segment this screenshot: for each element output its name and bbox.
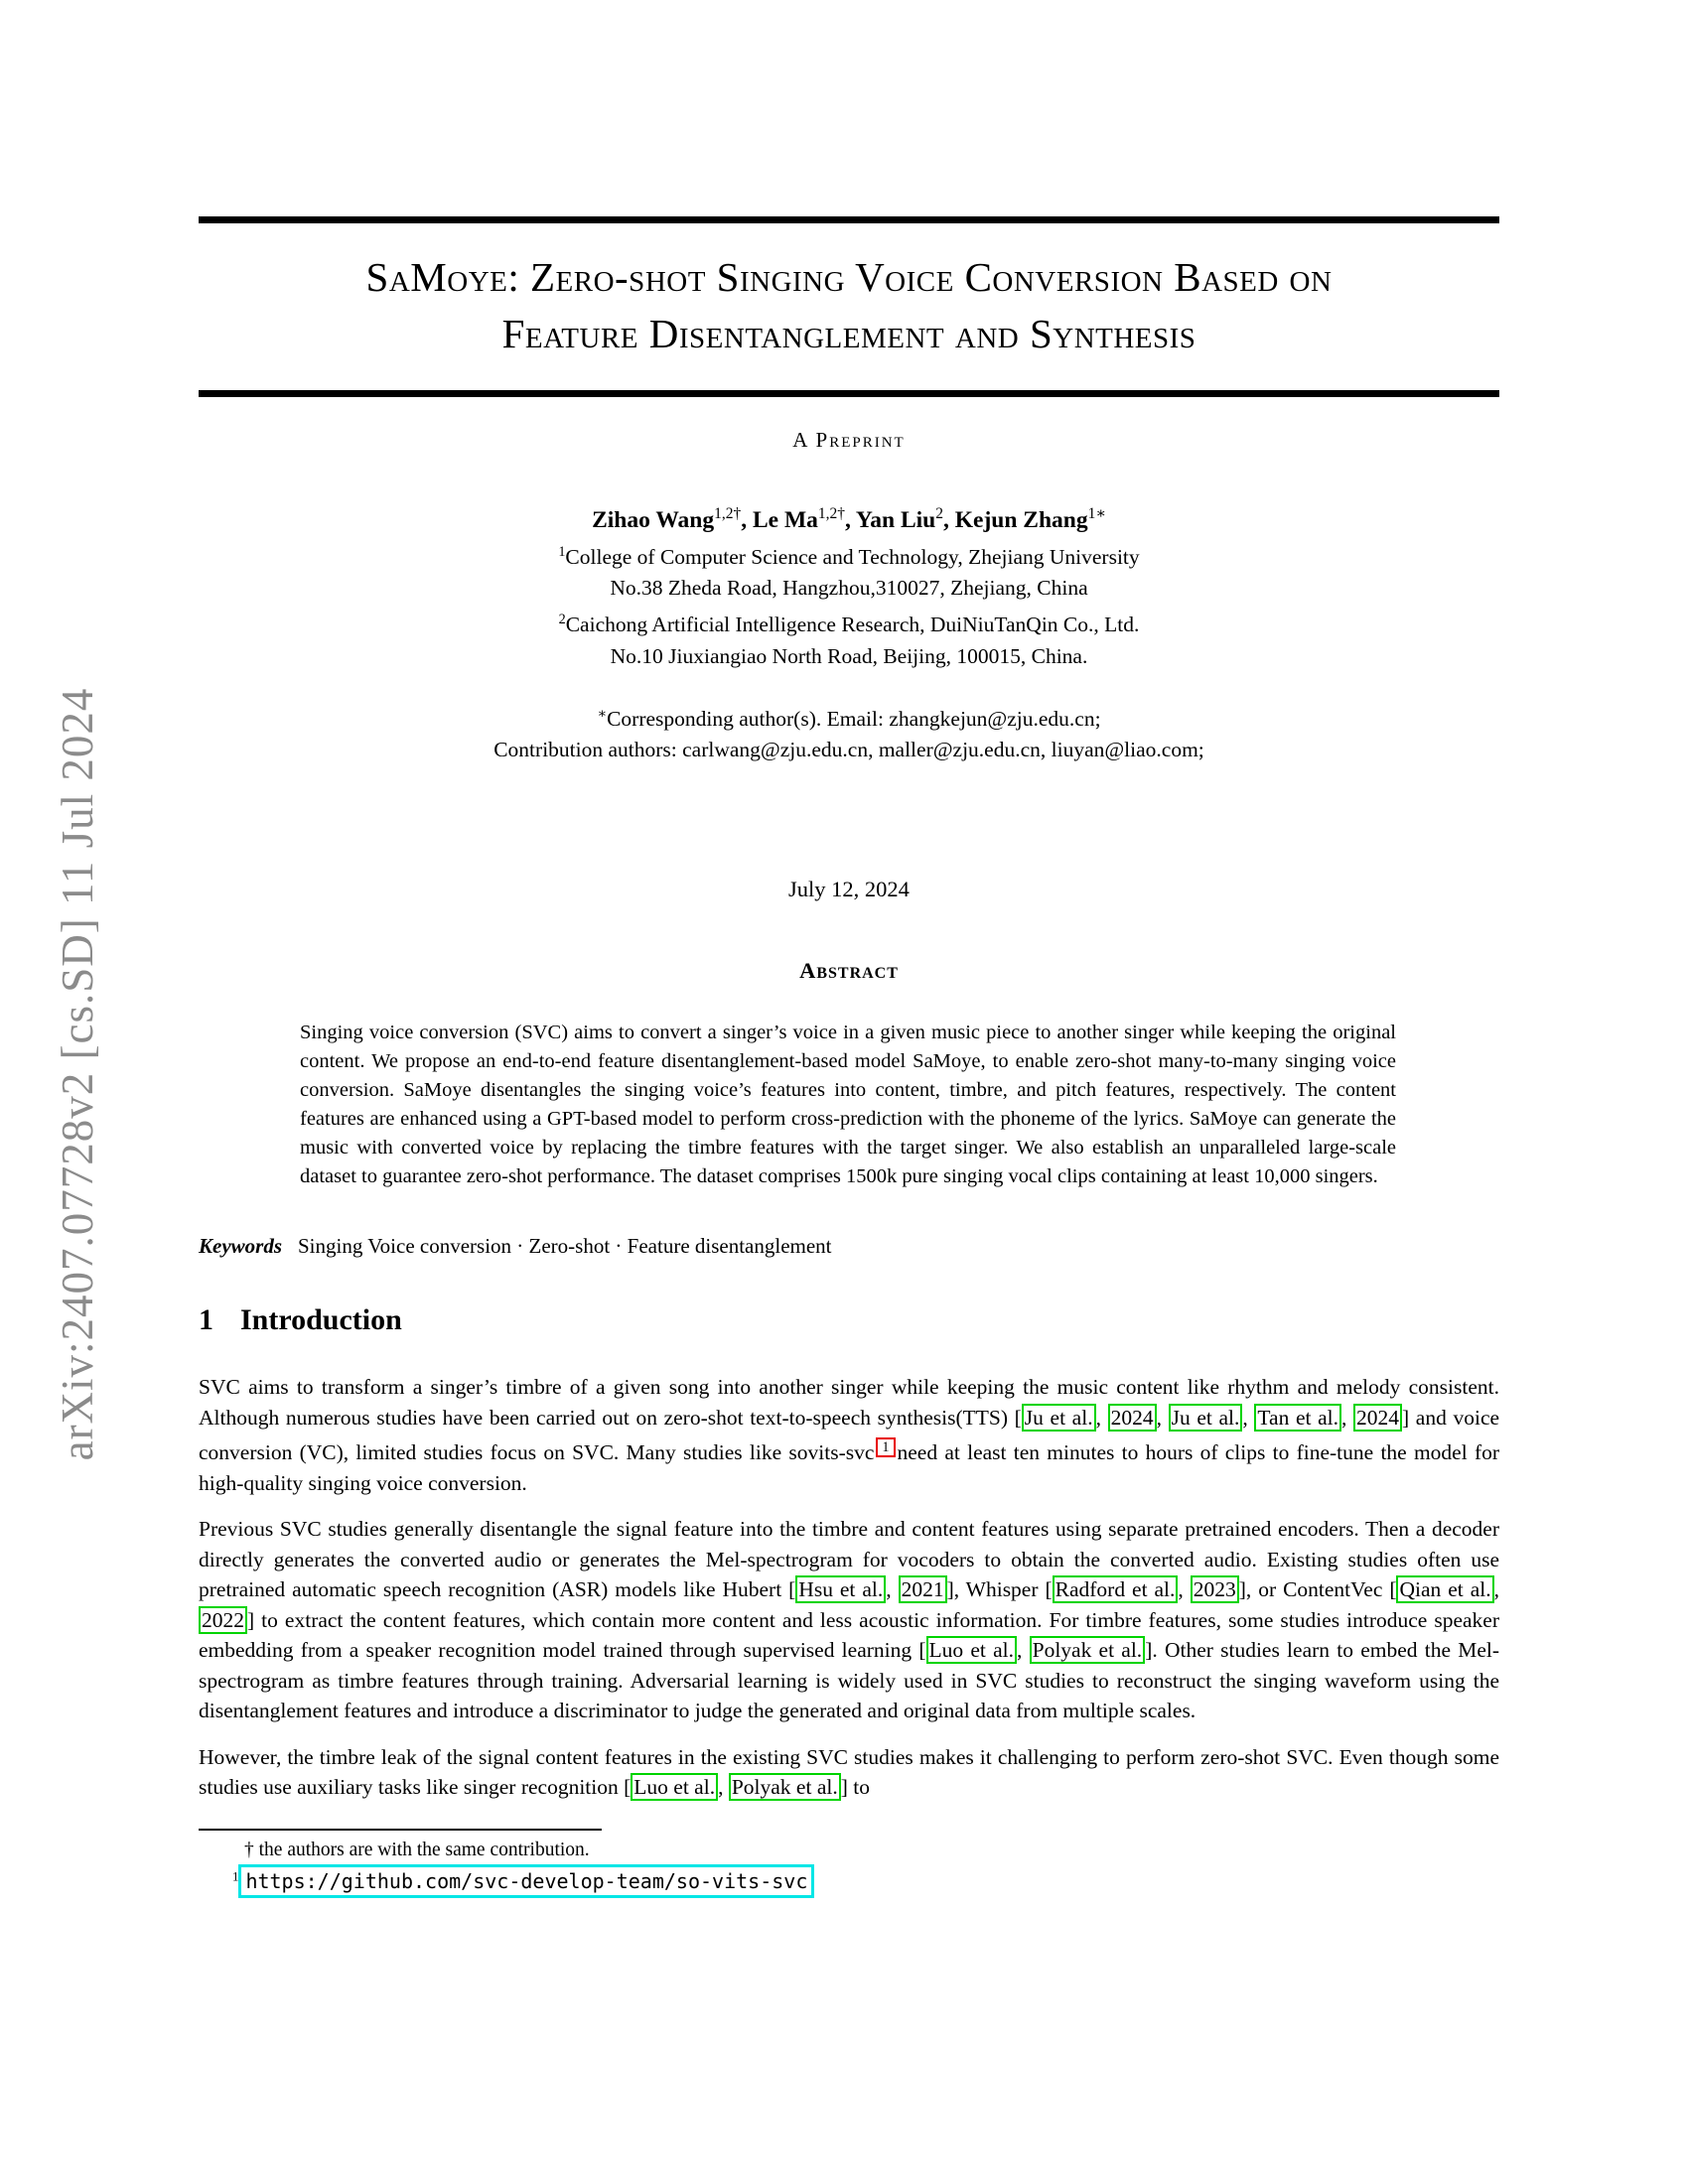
section-heading-introduction — [199, 1303, 1499, 1337]
affiliations-block — [199, 537, 1499, 672]
paper-title — [199, 249, 1499, 362]
citation-link[interactable]: Ju et al. — [1022, 1404, 1096, 1432]
paper-title-line1: SaMoye: Zero-shot Singing Voice Conversion Based on — [365, 254, 1333, 300]
text-segment: 1 — [232, 1869, 239, 1884]
intro-paragraph-1 — [199, 1372, 1499, 1498]
abstract-body: Singing voice conversion (SVC) aims to convert a singer’s voice in a given music piece to another singer while keeping the original content. We propose an end-to-end feature disentanglement-based model SaMoye, to enable zero-shot many-to-many singing voice conversion. SaMoye disentangles the singing voice’s features into content, timbre, and pitch features, respectively. The content features are enhanced using a GPT-based model to perform cross-prediction with the phoneme of the lyrics. SaMoye can generate the music with converted voice by replacing the timbre features with the target singer. We also establish an unparalleled large-scale dataset to guarantee zero-shot performance. The dataset comprises 1500k pure singing vocal clips containing at least 10,000 singers. — [300, 1022, 1396, 1188]
text-segment: , — [1156, 1405, 1169, 1430]
citation-link[interactable]: Polyak et al. — [1030, 1636, 1146, 1664]
footnote-rule — [199, 1829, 602, 1831]
authors-line — [199, 504, 1499, 534]
text-segment: , — [1095, 1405, 1108, 1430]
section-number: 1 — [199, 1303, 213, 1337]
section-title: Introduction — [240, 1303, 402, 1337]
citation-link[interactable]: Hsu et al. — [795, 1575, 886, 1603]
text-segment: , — [1493, 1577, 1499, 1602]
text-segment: 2 — [558, 611, 566, 627]
footnote-dagger-note: † the authors are with the same contribution. — [244, 1839, 590, 1860]
text-segment: Zihao Wang — [592, 506, 715, 533]
abstract-heading: Abstract — [799, 958, 899, 984]
citation-link[interactable]: 2021 — [899, 1575, 947, 1603]
citation-link[interactable]: 2024 — [1108, 1404, 1157, 1432]
text-segment: , — [886, 1577, 899, 1602]
text-segment: ] to — [840, 1775, 870, 1800]
text-segment: Contribution authors: carlwang@zju.edu.cn, maller@zju.edu.cn, liuyan@liao.com; — [493, 738, 1204, 762]
text-segment: No.38 Zheda Road, Hangzhou,310027, Zhejiang, China — [610, 576, 1088, 601]
text-segment: 1 — [558, 543, 566, 560]
footnote-url-line — [232, 1869, 1499, 1894]
text-segment: 1,2† — [714, 505, 742, 522]
date-line: July 12, 2024 — [788, 877, 910, 902]
arxiv-watermark: arXiv:2407.07728v2 [cs.SD] 11 Jul 2024 — [53, 687, 102, 1461]
text-segment: 1∗ — [1087, 505, 1106, 522]
citation-link[interactable]: Polyak et al. — [729, 1773, 841, 1801]
text-segment: , — [1242, 1405, 1255, 1430]
paper-content — [199, 0, 1499, 1894]
preprint-label: A Preprint — [792, 428, 906, 452]
text-segment: ]. Other studies learn to embed the Mel-spectrogram as timbre features through training. Adversarial learning is widely used in SVC studies to reconstruct the singing waveform using the disentanglement features and introduce a discriminator to judge the generated and original data from multiple scales. — [199, 1638, 1499, 1723]
text-segment: need at least ten minutes to hours of clips to fine-tune the model for high-quality singing voice conversion. — [199, 1440, 1500, 1495]
text-segment: , Kejun Zhang — [942, 506, 1088, 533]
citation-link[interactable]: 2024 — [1353, 1404, 1402, 1432]
text-segment: Corresponding author(s). Email: zhangkejun@zju.edu.cn; — [607, 707, 1101, 732]
intro-paragraph-3 — [199, 1742, 1499, 1803]
footnote-block — [199, 1829, 1499, 1894]
title-bottom-rule — [199, 390, 1499, 397]
text-segment: 1,2† — [817, 505, 846, 522]
text-segment: ], or ContentVec [ — [1238, 1577, 1397, 1602]
text-segment: , — [1341, 1405, 1354, 1430]
keywords-label: Keywords — [199, 1234, 282, 1259]
citation-link[interactable]: Radford et al. — [1053, 1575, 1179, 1603]
citation-link[interactable]: Qian et al. — [1396, 1575, 1493, 1603]
text-segment: , — [1178, 1577, 1191, 1602]
citation-link[interactable]: Luo et al. — [631, 1773, 718, 1801]
footnote-ref-link[interactable]: 1 — [876, 1437, 895, 1457]
text-segment: , Le Ma — [741, 506, 818, 533]
text-segment: No.10 Jiuxiangiao North Road, Beijing, 100015, China. — [610, 643, 1088, 668]
text-segment: SVC aims to transform a singer’s timbre of a given song into another singer while keeping the music content like rhythm and melody consistent. Although numerous studies have been carried out on zero-shot text-to-speech synthesis(TTS) [ — [199, 1375, 1499, 1430]
text-segment: Caichong Artificial Intelligence Research, DuiNiuTanQin Co., Ltd. — [565, 613, 1140, 637]
text-segment: , — [1017, 1638, 1030, 1663]
citation-link[interactable]: Luo et al. — [926, 1636, 1017, 1664]
text-segment: , — [718, 1775, 729, 1800]
citation-link[interactable]: 2022 — [199, 1606, 247, 1634]
citation-link[interactable]: Tan et al. — [1254, 1404, 1341, 1432]
keywords-text: Singing Voice conversion · Zero-shot · Feature disentanglement — [298, 1234, 832, 1259]
text-segment: ] and voice conversion (VC), limited studies focus on SVC. Many studies like sovits-svc — [199, 1405, 1500, 1465]
citation-link[interactable]: Ju et al. — [1169, 1404, 1243, 1432]
corresponding-block — [199, 699, 1499, 765]
keywords-line — [199, 1234, 1499, 1259]
text-segment: , Yan Liu — [845, 506, 936, 533]
paper-title-line2: Feature Disentanglement and Synthesis — [501, 311, 1196, 356]
footnote-url-link[interactable]: https://github.com/svc-develop-team/so-vits-svc — [238, 1864, 814, 1898]
intro-paragraph-2 — [199, 1514, 1499, 1726]
citation-link[interactable]: 2023 — [1191, 1575, 1239, 1603]
top-rule — [199, 216, 1499, 223]
text-segment: Previous SVC studies generally disentangle the signal feature into the timbre and content features using separate pretrained encoders. Then a decoder directly generates the converted audio or generates the Mel-spectrogram for vocoders to obtain the converted audio. Existing studies often use pretrained automatic speech recognition (ASR) models like Hubert [ — [199, 1517, 1499, 1602]
text-segment: College of Computer Science and Technology, Zhejiang University — [565, 544, 1140, 569]
text-segment: ∗ — [597, 706, 608, 723]
text-segment: However, the timbre leak of the signal content features in the existing SVC studies makes it challenging to perform zero-shot SVC. Even though some studies use auxiliary tasks like singer recognition [ — [199, 1744, 1499, 1800]
text-segment: ], Whisper [ — [946, 1577, 1053, 1602]
text-segment: 2 — [935, 505, 943, 522]
text-segment: ] to extract the content features, which contain more content and less acoustic information. For timbre features, some studies introduce speaker embedding from a speaker recognition model trained through supervised learning [ — [199, 1607, 1499, 1663]
